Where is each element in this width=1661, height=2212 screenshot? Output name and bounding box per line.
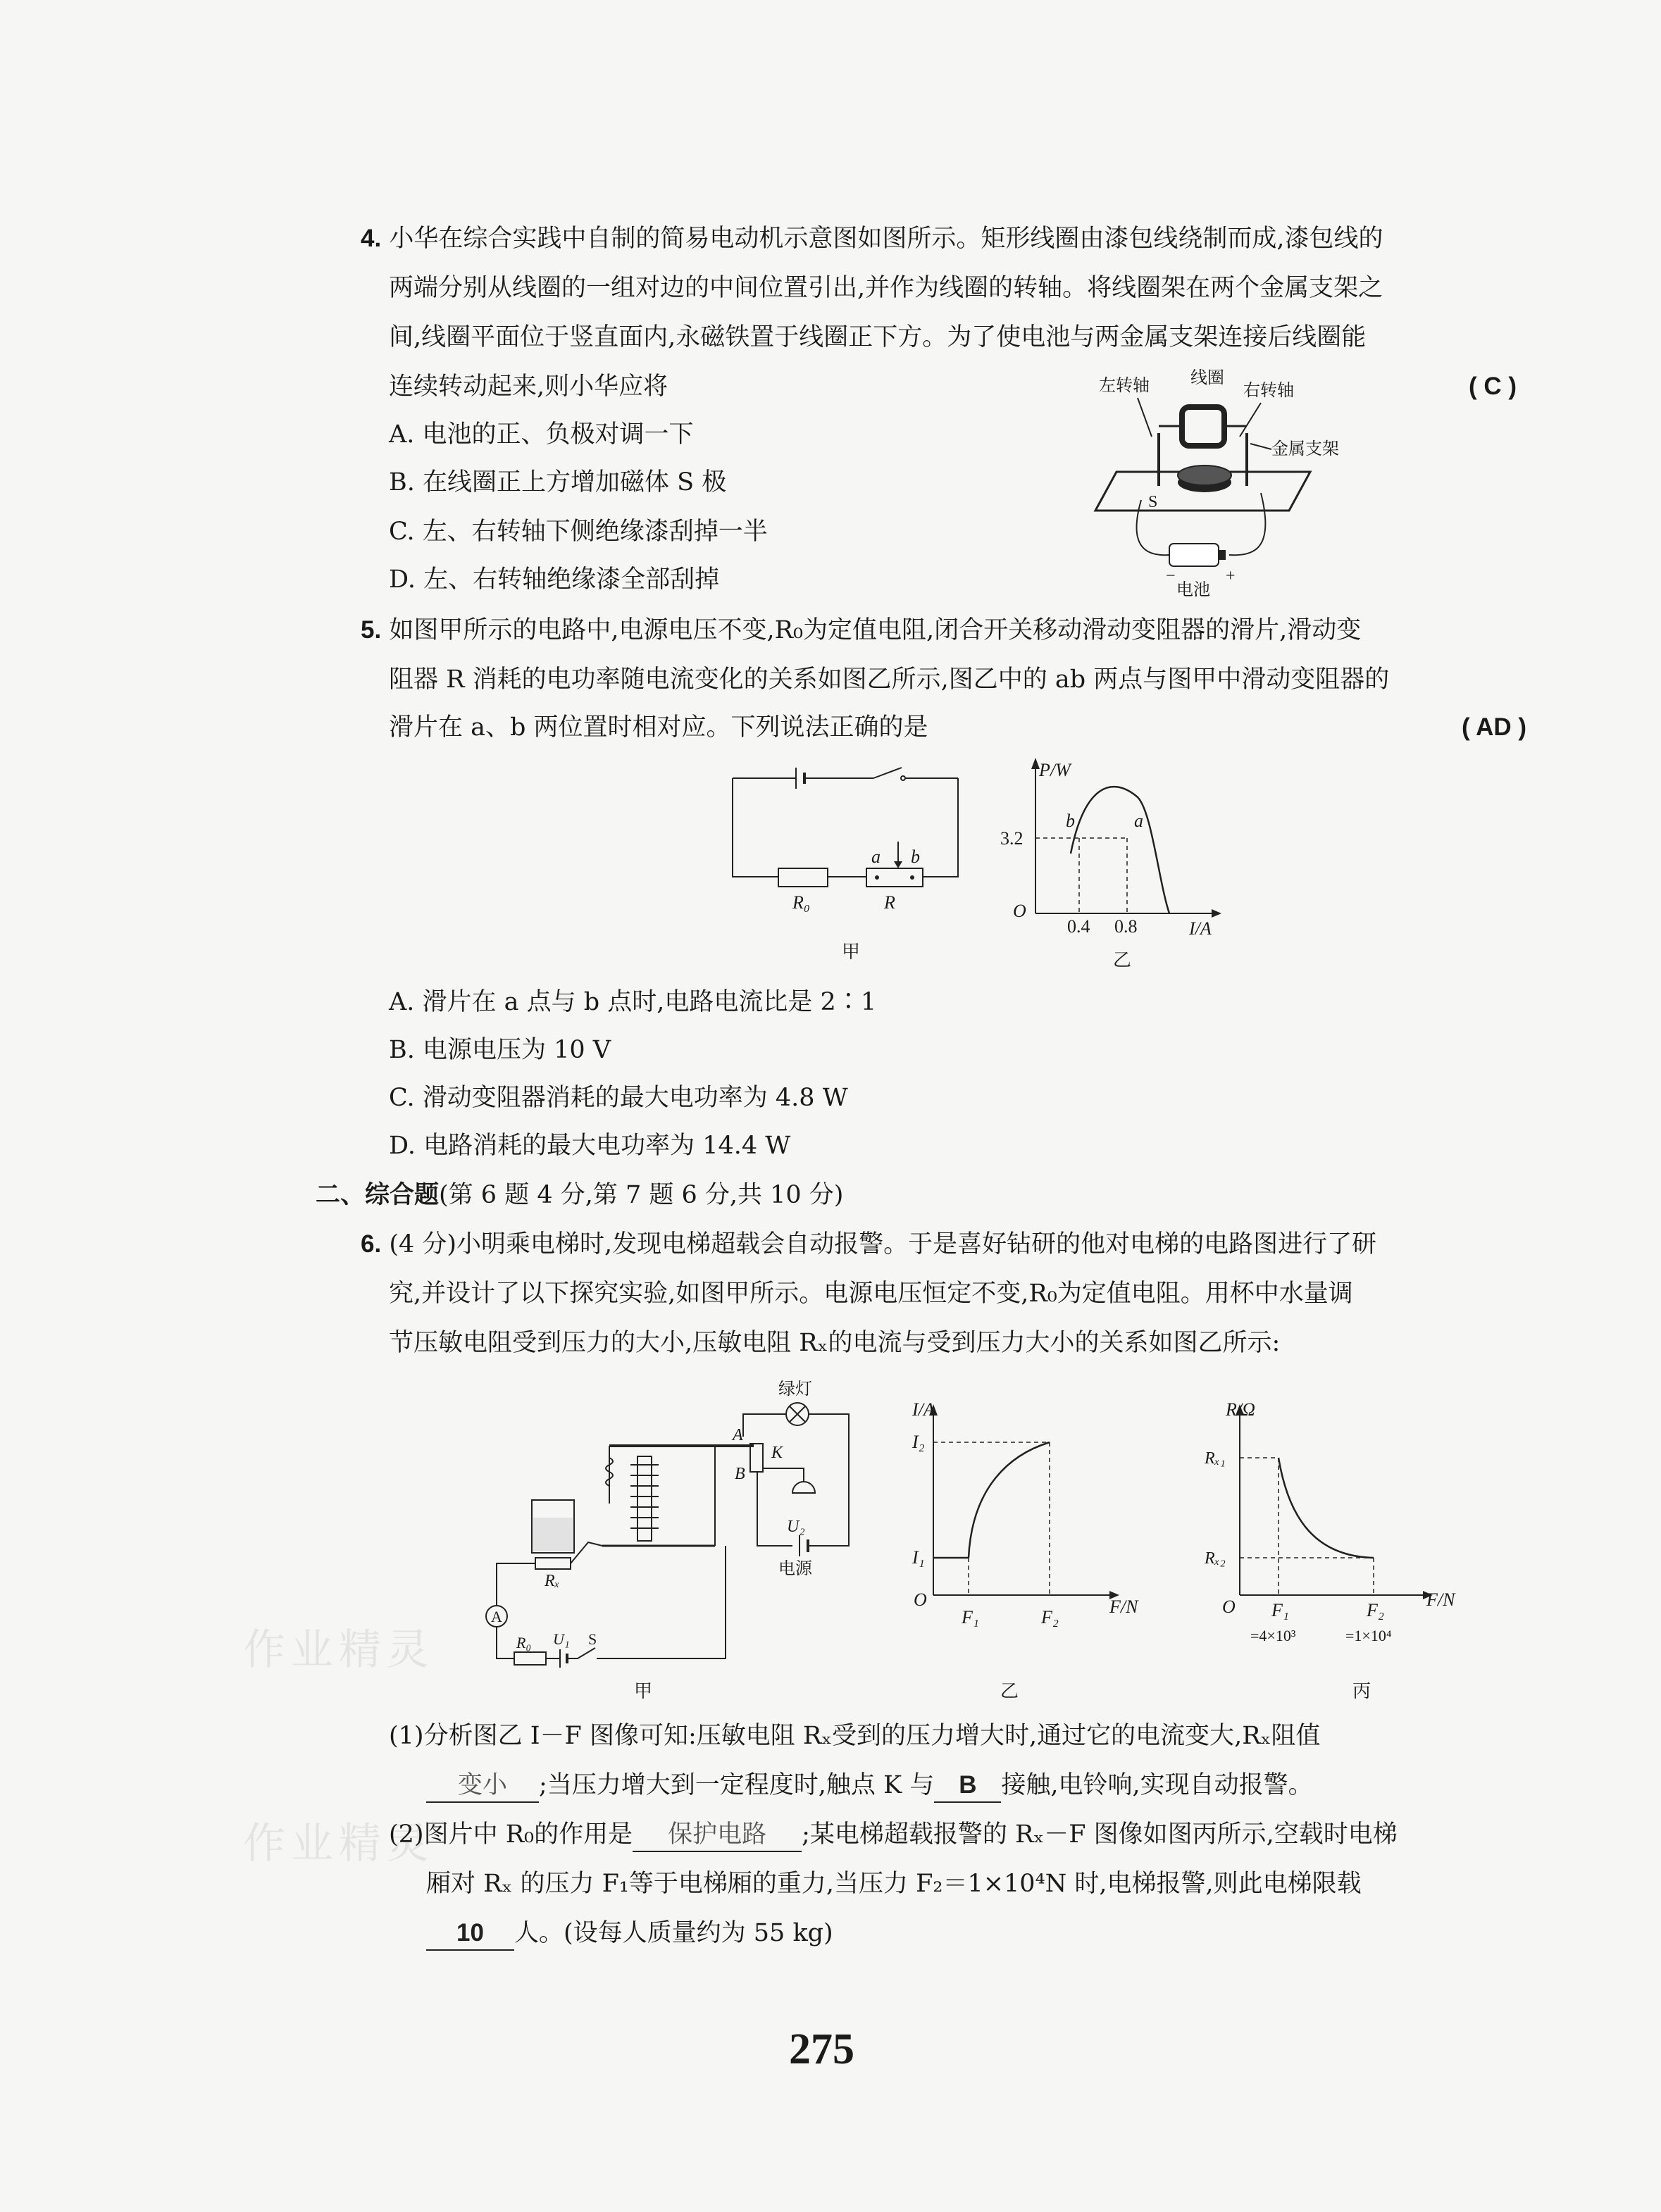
bell-icon [792,1482,815,1493]
q5-line-2: 阻器 R 消耗的电功率随电流变化的关系如图乙所示,图乙中的 ab 两点与图甲中滑动变阻器的 [389,666,1390,694]
water [533,1518,573,1551]
q6-sub1-answer-2: B [934,1769,1001,1803]
q6-sub2-start: (2)图片中 R₀的作用是 [389,1820,633,1849]
q5-number: 5. [361,616,382,644]
q5-option-a: A. 滑片在 a 点与 b 点时,电路电流比是 2∶1 [389,988,877,1016]
q6-sub2-end: 人。(设每人质量约为 55 kg) [514,1919,833,1947]
origin-label: O [1222,1596,1236,1617]
source-label: 电源 [778,1560,812,1578]
ctrl-wire-right [597,1546,726,1658]
q5-text-1: 如图甲所示的电路中,电源电压不变,R₀为定值电阻,闭合开关移动滑动变阻器的滑片,滑动变 [389,616,1362,644]
fig-left-axis-label: 左转轴 [1099,377,1150,395]
u1-label: U₁ [553,1630,570,1648]
q6-sub2-mid: ;某电梯超载报警的 Rₓ－F 图像如图丙所示,空载时电梯 [802,1820,1398,1849]
f2-label: F₂ [1367,1600,1384,1620]
q6-number: 6. [361,1230,382,1258]
q6-current-graph [898,1401,1166,1711]
f2-value: =1×10⁴ [1345,1627,1392,1644]
q5-answer: ( AD ) [1462,713,1527,741]
q4-text-1: 小华在综合实践中自制的简易电动机示意图如图所示。矩形线圈由漆包线绕制而成,漆包线的 [389,225,1383,253]
point-a-label: a [1134,811,1143,831]
q6-resistance-graph [1197,1401,1500,1711]
q4-motor-figure [1099,366,1367,599]
power-curve [1071,787,1169,913]
s-label: S [588,1630,597,1648]
q6-line-3: 节压敏电阻受到压力的大小,压敏电阻 Rₓ的电流与受到压力大小的关系如图乙所示: [389,1329,1281,1357]
fig-right-axis-label: 右转轴 [1243,382,1294,400]
q4-option-c: C. 左、右转轴下侧绝缘漆刮掉一半 [389,518,768,546]
q4-option-d: D. 左、右转轴绝缘漆全部刮掉 [389,566,720,594]
contact-k [750,1444,763,1472]
fig-coil-label: 线圈 [1190,369,1224,387]
wire-right [1229,493,1265,555]
q5-option-d: D. 电路消耗的最大电功率为 14.4 W [389,1132,791,1160]
ctrl-wire-top [571,1542,602,1563]
minus-label: − [1166,567,1176,585]
x-label: F/N [1426,1589,1455,1610]
contact-b-label: B [735,1465,745,1483]
slider-arrowhead [894,861,902,868]
q6-sub2-answer-1: 保护电路 [633,1818,802,1852]
lamp-wire-right [809,1414,849,1546]
i2-label: I₂ [912,1432,925,1452]
q6-sub1-line-2 [426,1769,1313,1803]
lamp-label: 绿灯 [778,1380,812,1399]
magnet-top [1178,465,1231,485]
caption-jia: 甲 [634,1681,653,1701]
watermark-2: 作业精灵 [243,1819,435,1868]
caption-bing: 丙 [1352,1681,1371,1701]
q4-number: 4. [361,225,382,252]
current-curve [969,1442,1050,1558]
x-tick-08: 0.8 [1114,916,1138,937]
f1-label: F₁ [1271,1600,1289,1620]
q6-sub2-answer-2: 10 [426,1917,514,1951]
q6-sub2-line-3 [426,1917,833,1951]
q5-line-1 [361,614,1361,646]
ctrl-wire-left [497,1563,535,1606]
rx2-label: Rₓ₂ [1205,1549,1226,1568]
resistance-curve [1279,1458,1374,1558]
bell-wire [763,1468,804,1482]
u2-label: U₂ [787,1518,805,1536]
q6-sub1-end: 接触,电铃响,实现自动报警。 [1001,1771,1313,1799]
contact-k-label: K [771,1444,783,1462]
page-number: 275 [789,2025,854,2073]
x-tick-04: 0.4 [1067,916,1090,937]
plus-label: + [1226,567,1236,585]
q5-option-b: B. 电源电压为 10 V [389,1036,611,1064]
rheo-dot-left [875,875,879,880]
leader-right [1240,403,1261,437]
q6-line-1 [361,1228,1376,1261]
q5-circuit-figure [726,764,979,968]
battery-label: 电池 [1176,581,1210,599]
switch-contact [901,776,905,780]
q4-option-a: A. 电池的正、负极对调一下 [389,420,694,449]
pressure-resistor [535,1558,571,1569]
q6-sub2-line-2: 厢对 Rₓ 的压力 F₁等于电梯厢的重力,当压力 F₂＝1×10⁴N 时,电梯报警,则此电梯限载 [426,1870,1362,1898]
x-label: F/N [1109,1596,1138,1617]
fig-bracket-label: 金属支架 [1271,440,1339,458]
q6-text-1: (4 分)小明乘电梯时,发现电梯超载会自动报警。于是喜好钻研的他对电梯的电路图进行了研 [389,1230,1377,1258]
label-b: b [911,846,920,867]
q5-power-graph [1000,755,1233,980]
f1-label: F₁ [962,1607,979,1627]
ctrl-wire-bottom [497,1627,514,1658]
q4-line-3: 间,线圈平面位于竖直面内,永磁铁置于线圈正下方。为了使电池与两金属支架连接后线圈能 [389,323,1367,351]
q4-line-4: 连续转动起来,则小华应将 [389,373,668,401]
y-label: P/W [1039,760,1071,780]
battery [1169,544,1219,566]
q6-sub2-line-1 [389,1818,1398,1852]
ammeter-label: A [491,1608,502,1625]
battery-terminal [1219,550,1226,560]
label-r: R [884,892,895,913]
watermark-1: 作业精灵 [243,1625,435,1675]
f2-label: F₂ [1041,1607,1059,1627]
y-label: R/Ω [1226,1399,1255,1420]
lamp-wire-left [743,1414,786,1437]
q6-sub1-mid: ;当压力增大到一定程度时,触点 K 与 [539,1771,935,1799]
label-a: a [871,846,881,867]
pole-s-label: S [1148,493,1158,511]
resistor-r0 [778,868,828,887]
q6-sub1-line-1: (1)分析图乙 I－F 图像可知:压敏电阻 Rₓ受到的压力增大时,通过它的电流变大,Rₓ阻值 [389,1722,1321,1750]
q5-option-c: C. 滑动变阻器消耗的最大电功率为 4.8 W [389,1084,848,1112]
rheo-dot-right [910,875,914,880]
switch-blade [873,768,902,778]
q4-line-1 [361,223,1383,255]
section-2-note: (第 6 题 4 分,第 7 题 6 分,共 10 分) [439,1181,844,1209]
coil [1182,407,1224,446]
q4-line-2: 两端分别从线圈的一组对边的中间位置引出,并作为线圈的转轴。将线圈架在两个金属支架之 [389,274,1383,302]
leader-left [1138,398,1152,437]
r0-resistor [514,1652,546,1665]
coil-windings [630,1465,659,1528]
caption-yi: 乙 [1113,950,1132,970]
contact-a-label: A [733,1426,743,1444]
section-2-title: 二、综合题 [316,1180,440,1209]
q6-sub1-answer-1: 变小 [426,1769,539,1803]
origin-label: O [1013,901,1026,921]
f1-value: =4×10³ [1250,1627,1296,1644]
r0-label: R₀ [516,1634,532,1651]
wire-right [923,778,958,877]
caption-yi: 乙 [1000,1681,1019,1701]
q6-line-2: 究,并设计了以下探究实验,如图甲所示。电源电压恒定不变,R₀为定值电阻。用杯中水量调 [389,1280,1353,1308]
y-tick-32: 3.2 [1000,828,1024,849]
section-2-heading [316,1179,843,1211]
q5-line-3: 滑片在 a、b 两位置时相对应。下列说法正确的是 [389,713,928,742]
rx-label: Rₓ [545,1572,560,1590]
rx1-label: Rₓ₁ [1205,1449,1226,1468]
point-b-label: b [1066,811,1075,831]
q6-alarm-circuit [483,1373,877,1711]
q4-answer: ( C ) [1469,373,1517,400]
x-label: I/A [1189,918,1212,939]
i1-label: I₁ [912,1547,925,1568]
q4-option-b: B. 在线圈正上方增加磁体 S 极 [389,468,727,496]
switch-s [578,1648,595,1658]
origin-label: O [914,1589,927,1610]
caption-jia: 甲 [842,942,861,962]
y-label: I/A [912,1399,935,1420]
label-r0: R₀ [792,892,810,913]
wire-left [733,778,778,877]
x-arrow [1212,909,1221,918]
leader-bracket [1250,444,1271,449]
